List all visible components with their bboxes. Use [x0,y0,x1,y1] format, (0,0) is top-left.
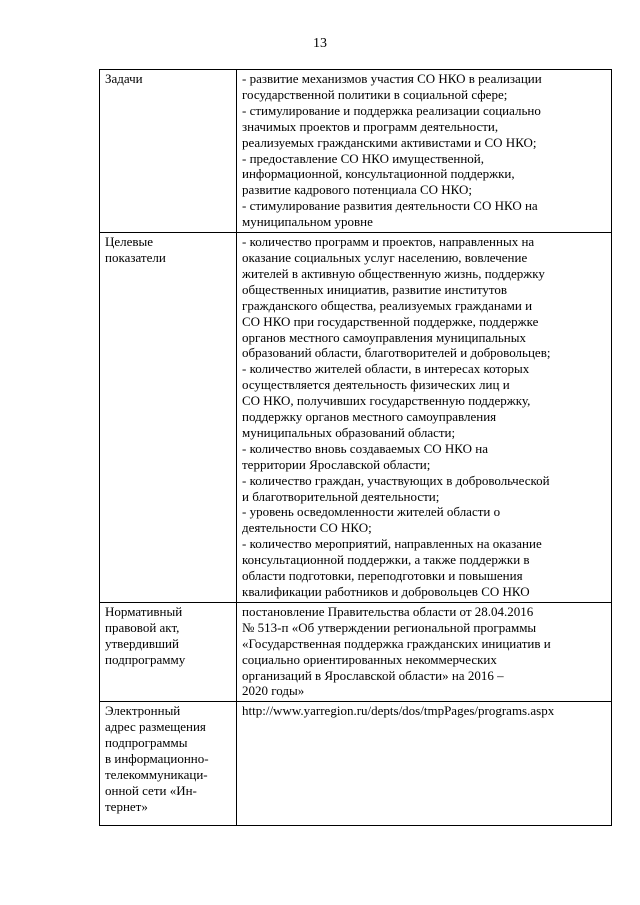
content-line: гражданского общества, реализуемых гражданами и [242,297,533,313]
table-row [100,702,612,826]
label-line: правовой акт, [105,619,180,635]
content-line: образований области, благотворителей и добровольцев; [242,345,551,361]
content-line: - количество программ и проектов, направленных на [242,234,535,250]
content-line: развитие кадрового потенциала СО НКО; [242,182,473,198]
label-line: Целевые [105,234,154,250]
content-line: органов местного самоуправления муниципальных [242,329,526,345]
content-line: области подготовки, переподготовки и повышения [242,568,523,584]
row-label-cell [100,702,237,826]
table-row [100,70,612,233]
label-line: Нормативный [105,603,183,619]
content-line: оказание социальных услуг населению, вовлечение [242,249,528,265]
row-content-cell [237,702,612,826]
content-line: поддержку органов местного самоуправления [242,409,497,425]
label-line: утвердивший [105,635,179,651]
content-line: - стимулирование и поддержка реализации социально [242,102,541,118]
content-line: квалификации работников и добровольцев СО НКО [242,584,530,599]
content-line: социально ориентированных некоммерческих [242,651,497,667]
content-line: - развитие механизмов участия СО НКО в реализации [242,71,542,86]
label-line: подпрограмму [105,651,186,667]
page-number: 13 [313,36,327,51]
content-line: - стимулирование развития деятельности СО НКО на [242,198,538,214]
row-content-cell [237,70,612,233]
content-line: - количество вновь создаваемых СО НКО на [242,440,488,456]
label-line: показатели [105,249,166,265]
content-line: жителей в активную общественную жизнь, поддержку [242,265,545,281]
content-line: территории Ярославской области; [242,456,431,472]
content-line: муниципальном уровне [242,214,373,230]
content-line: значимых проектов и программ деятельности, [242,118,499,134]
content-line: государственной политики в социальной сфере; [242,86,508,102]
row-label-cell [100,70,237,233]
content-line: № 513-п «Об утверждении региональной программы [242,619,537,635]
subprogram-passport-table [99,69,612,826]
content-line: организаций в Ярославской области» на 2016 – [242,667,504,683]
content-line: консультационной поддержки, а также поддержки в [242,552,530,568]
content-line: информационной, консультационной поддержки, [242,166,515,182]
label-line: тернет» [105,798,148,814]
label-line: Электронный [105,703,181,719]
content-line: муниципальных образований области; [242,424,456,440]
row-content-cell [237,233,612,603]
label-line: адрес размещения [105,719,206,735]
content-line: «Государственная поддержка гражданских инициатив и [242,635,551,651]
content-line: - количество мероприятий, направленных на оказание [242,536,542,552]
program-url: http://www.yarregion.ru/depts/dos/tmpPages/programs.aspx [242,703,555,719]
label-line: онной сети «Ин- [105,782,197,798]
row-content-cell [237,602,612,701]
content-line: общественных инициатив, развитие институтов [242,281,508,297]
label-line: Задачи [105,71,143,86]
content-line: - предоставление СО НКО имущественной, [242,150,484,166]
content-line: осуществляется деятельность физических лиц и [242,377,510,393]
content-line: СО НКО при государственной поддержке, поддержке [242,313,539,329]
label-line: подпрограммы [105,735,188,751]
content-line: реализуемых гражданскими активистами и СО НКО; [242,134,537,150]
row-label-cell [100,233,237,603]
content-line: и благотворительной деятельности; [242,488,440,504]
content-line: 2020 годы» [242,683,305,699]
content-line: - уровень осведомленности жителей области о [242,504,501,520]
label-line: в информационно- [105,751,209,767]
table-row [100,233,612,603]
content-line: деятельности СО НКО; [242,520,372,536]
row-label-cell [100,602,237,701]
table-row [100,602,612,701]
content-line: - количество жителей области, в интересах которых [242,361,530,377]
content-line: СО НКО, получивших государственную поддержку, [242,393,531,409]
content-line: - количество граждан, участвующих в добровольческой [242,472,550,488]
label-line: телекоммуникаци- [105,766,208,782]
content-line: постановление Правительства области от 28.04.2016 [242,603,534,619]
